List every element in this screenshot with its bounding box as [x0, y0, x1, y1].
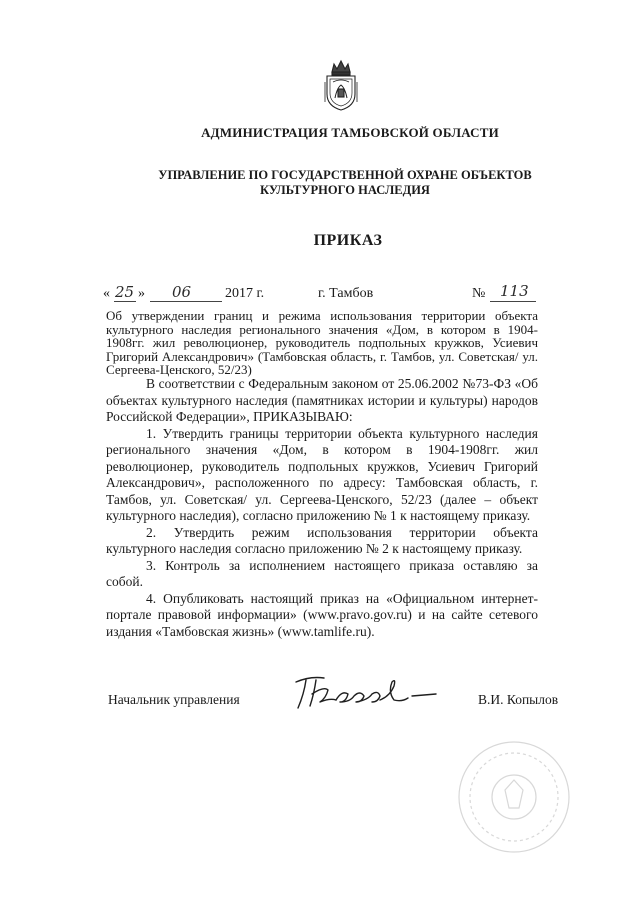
department-title-line1: УПРАВЛЕНИЕ ПО ГОСУДАРСТВЕННОЙ ОХРАНЕ ОБЪЕКТОВ: [158, 168, 532, 182]
body-item-1: 1. Утвердить границы территории объекта культурного наследия регионального значения «Дом, в котором в 1904-1908гг. жил революционер, руководитель подпольных кружков, Усиевич Григорий Александрович», расположенного по адресу: Тамбовская область, г. Тамбов, ул. Советская/ ул. Сергеева-Ценского, 52/23 (далее – объект культурного наследия), согласно приложению № 1 к настоящему приказу.: [106, 425, 538, 523]
date-year: 2017 г.: [225, 286, 265, 301]
administration-title: АДМИНИСТРАЦИЯ ТАМБОВСКОЙ ОБЛАСТИ: [201, 125, 499, 140]
month-underline: [150, 301, 222, 302]
body-item-2: 2. Утвердить режим использования территории объекта культурного наследия согласно приложению № 2 к настоящему приказу.: [106, 524, 538, 556]
department-title-line2: КУЛЬТУРНОГО НАСЛЕДИЯ: [260, 183, 430, 197]
date-month: 06: [172, 283, 192, 301]
order-body: [106, 376, 538, 640]
date-number-line: [0, 282, 640, 307]
signatory-name: В.И. Копылов: [478, 692, 559, 707]
city: г. Тамбов: [318, 286, 374, 301]
order-number: 113: [500, 282, 529, 300]
date-open-quote: «: [103, 286, 110, 301]
document-type-title: ПРИКАЗ: [313, 232, 383, 249]
body-intro: В соответствии с Федеральным законом от 25.06.2002 №73-ФЗ «Об объектах культурного наследия (памятниках истории и культуры) народов Российской Федерации», ПРИКАЗЫВАЮ:: [106, 376, 538, 424]
handwritten-signature: [290, 672, 440, 720]
order-subject: Об утверждении границ и режима использования территории объекта культурного наследия регионального значения «Дом, в котором в 1904-1908гг. жил революционер, руководитель подпольных кружков, Усиевич Григорий Александрович» (Тамбовская область, г. Тамбов, ул. Советская/ ул. Сергеева-Ценского, 52/23): [106, 308, 538, 377]
day-underline: [114, 301, 136, 302]
body-item-3: 3. Контроль за исполнением настоящего приказа оставляю за собой.: [106, 557, 538, 589]
round-seal-stamp: [455, 738, 573, 856]
number-label: №: [472, 286, 486, 301]
body-item-4: 4. Опубликовать настоящий приказ на «Официальном интернет-портале правовой информации» (www.pravo.gov.ru) и на сайте сетевого издания «Тамбовская жизнь» (www.tamlife.ru).: [106, 590, 538, 639]
date-close-quote: »: [138, 286, 145, 301]
department-title: [25, 168, 640, 198]
date-day: 25: [115, 283, 135, 301]
signatory-position: Начальник управления: [108, 692, 240, 707]
coat-of-arms-icon: [323, 58, 359, 112]
number-underline: [490, 301, 536, 302]
